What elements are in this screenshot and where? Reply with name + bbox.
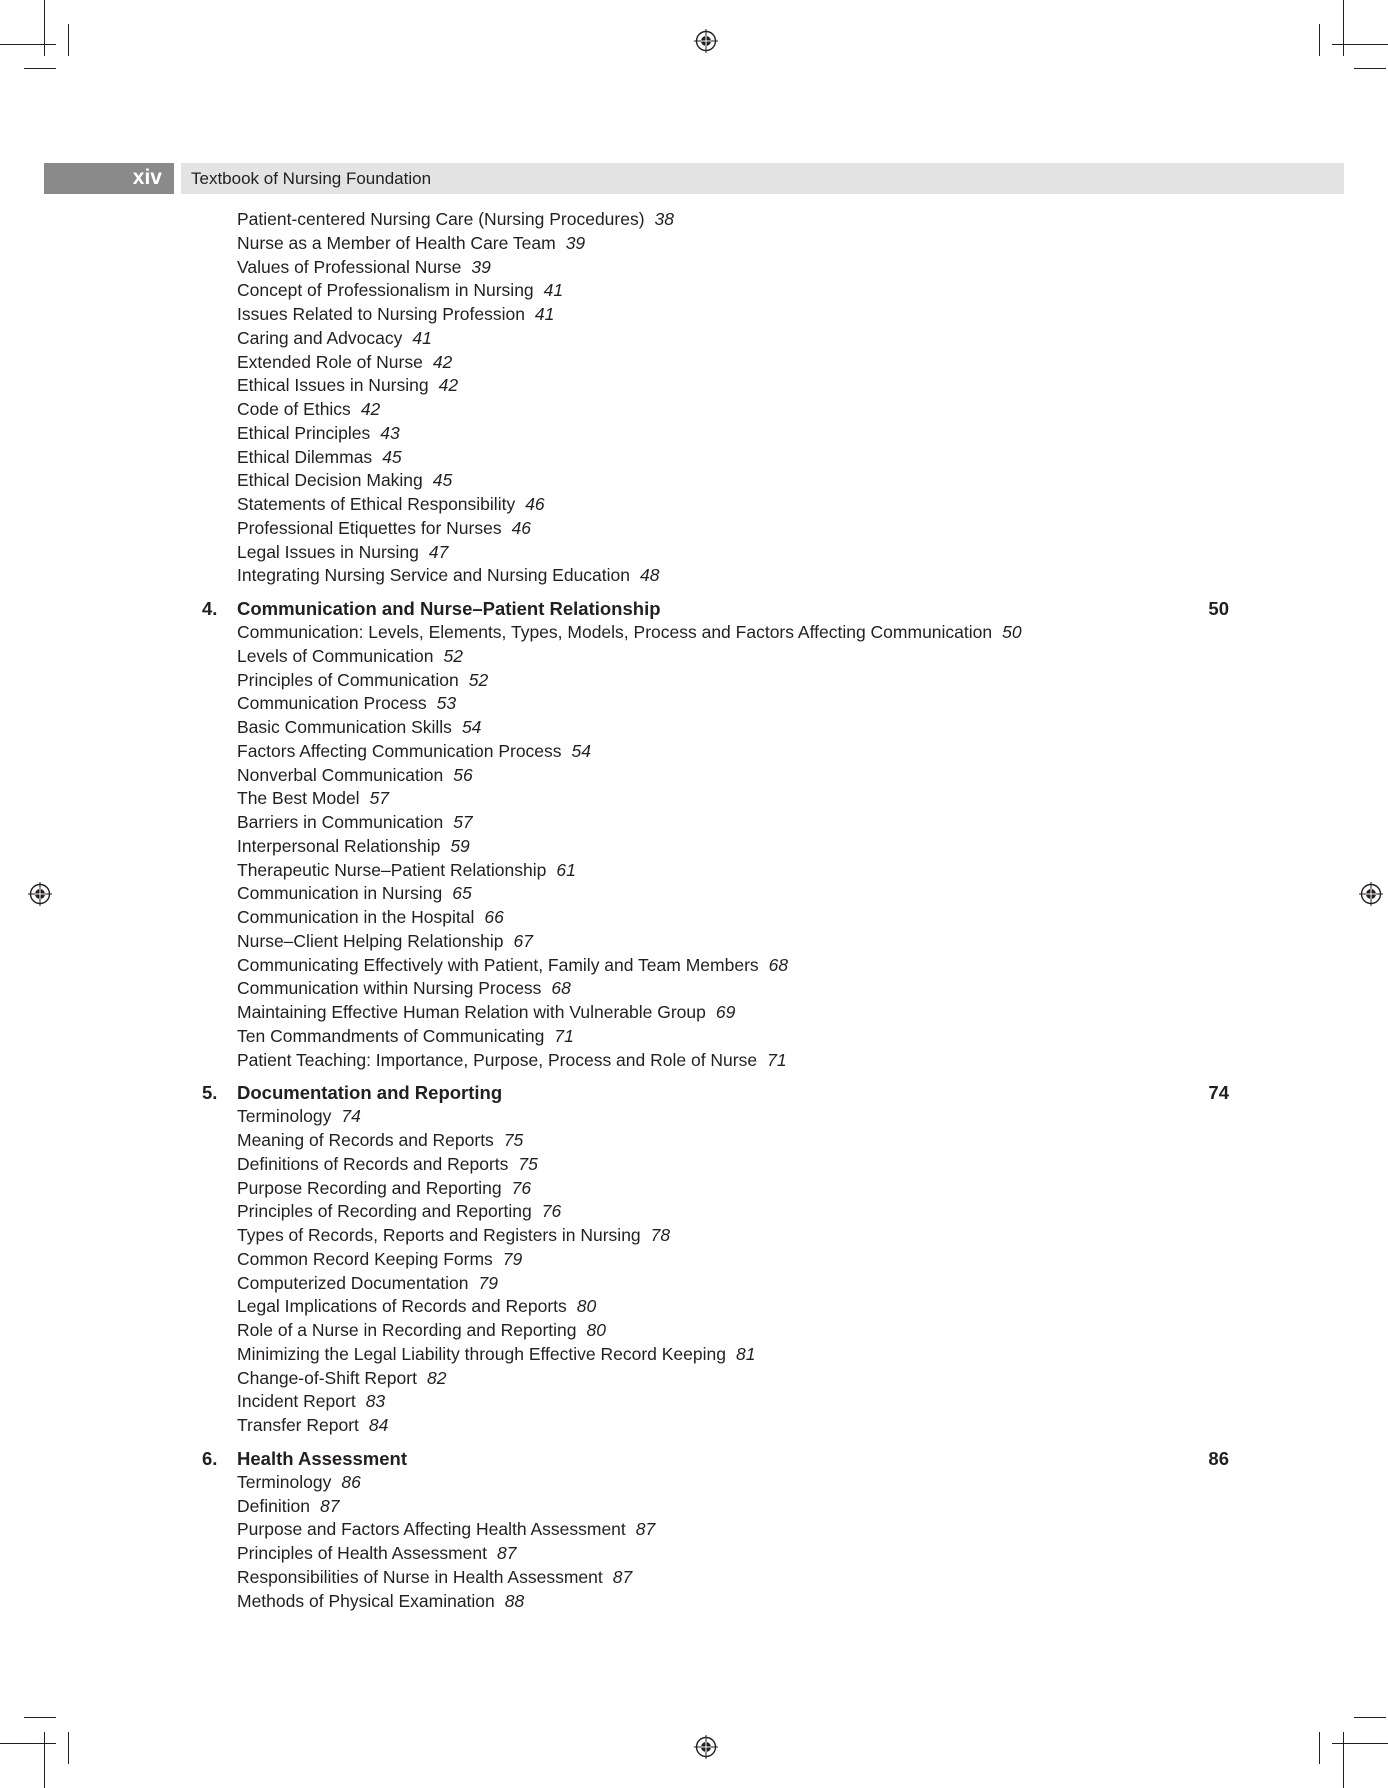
- toc-entry: [0, 279, 1388, 303]
- toc-entry-title: Ethical Issues in Nursing: [237, 375, 429, 396]
- toc-entry: [0, 1224, 1388, 1248]
- toc-entry-page: 87: [319, 1495, 340, 1516]
- toc-entry-title: Nurse–Client Helping Relationship: [237, 930, 504, 951]
- crop-mark-top-left-h: [0, 44, 56, 45]
- chapter-heading: [0, 596, 1388, 621]
- toc-entry-page: 75: [518, 1153, 538, 1174]
- toc-entry: [0, 303, 1388, 327]
- toc-entry: [0, 1590, 1388, 1614]
- toc-entry-page: 56: [453, 764, 473, 785]
- toc-entry: [0, 1200, 1388, 1224]
- crop-mark-bottom-left-h2: [24, 1717, 56, 1718]
- chapter-heading: [0, 1080, 1388, 1105]
- toc-entry: [0, 517, 1388, 541]
- crop-mark-top-left-h2: [24, 68, 56, 69]
- toc-entry-page: 86: [341, 1471, 361, 1492]
- toc-entry-title: Terminology: [237, 1106, 332, 1127]
- toc-entry-page: 47: [428, 541, 449, 562]
- toc-entry: [0, 1518, 1388, 1542]
- toc-entry-page: 87: [496, 1543, 517, 1563]
- toc-entry-page: 68: [768, 954, 789, 975]
- toc-entry: [0, 374, 1388, 398]
- toc-entry-title: Communication in the Hospital: [237, 907, 475, 927]
- toc-entry-page: 59: [450, 835, 470, 856]
- toc-entry-page: 68: [551, 978, 571, 999]
- toc-entry-page: 80: [586, 1320, 606, 1340]
- toc-entry: [0, 1495, 1388, 1519]
- running-title: Textbook of Nursing Foundation: [191, 169, 432, 188]
- toc-entry: [0, 1001, 1388, 1025]
- crop-mark-bottom-right-v2: [1319, 1732, 1320, 1764]
- toc-entry: [0, 1129, 1388, 1153]
- chapter-title: Health Assessment: [237, 1447, 407, 1469]
- toc-entry: [0, 208, 1388, 232]
- toc-entry-page: 54: [571, 740, 592, 761]
- toc-entry-title: The Best Model: [237, 788, 360, 809]
- chapter-number: 6.: [202, 1447, 218, 1469]
- crop-mark-bottom-right-h: [1332, 1743, 1388, 1744]
- page-folio: xiv: [132, 166, 162, 189]
- toc-entry-page: 39: [471, 256, 491, 277]
- toc-entry: [0, 1153, 1388, 1177]
- toc-entry-page: 76: [511, 1177, 532, 1198]
- toc-entry-title: Communication: Levels, Elements, Types, Models, Process and Factors Affecting Communication: [237, 622, 993, 642]
- toc-entry-title: Incident Report: [237, 1391, 356, 1412]
- toc-entry: [0, 882, 1388, 906]
- chapter-page: 86: [1208, 1447, 1229, 1469]
- toc-entry-title: Professional Etiquettes for Nurses: [237, 517, 502, 538]
- toc-entry-page: 71: [554, 1025, 574, 1046]
- chapter-title: Documentation and Reporting: [237, 1082, 503, 1104]
- toc-entry: [0, 1367, 1388, 1391]
- toc-entry: [0, 1471, 1388, 1495]
- toc-entry-page: 82: [426, 1367, 447, 1388]
- crop-mark-top-right-v: [1343, 0, 1344, 56]
- toc-entry-title: Principles of Recording and Reporting: [237, 1201, 532, 1222]
- toc-entry: [0, 1105, 1388, 1129]
- registration-mark-top-icon: [694, 29, 718, 53]
- chapter-page: 74: [1208, 1082, 1229, 1104]
- toc-entry-title: Communication within Nursing Process: [237, 978, 542, 999]
- toc-entry-title: Factors Affecting Communication Process: [237, 740, 562, 761]
- toc-entry: [0, 811, 1388, 835]
- toc-entry-title: Caring and Advocacy: [237, 327, 403, 348]
- toc-entry-page: 45: [432, 470, 453, 491]
- toc-entry-page: 81: [735, 1343, 756, 1364]
- toc-entry-page: 39: [565, 232, 586, 253]
- toc-entry-page: 43: [380, 422, 400, 443]
- toc-entry: [0, 422, 1388, 446]
- chapter-title: Communication and Nurse–Patient Relationship: [237, 598, 661, 619]
- toc-entry-page: 87: [635, 1519, 656, 1540]
- toc-entry: [0, 1025, 1388, 1049]
- toc-entry: [0, 1272, 1388, 1296]
- crop-mark-bottom-left-v2: [68, 1732, 69, 1764]
- toc-entry-page: 52: [468, 669, 489, 690]
- toc-entry-title: Values of Professional Nurse: [237, 256, 462, 277]
- toc-entry: [0, 621, 1388, 645]
- toc-entry-page: 69: [715, 1002, 736, 1022]
- toc-entry-title: Communication in Nursing: [237, 883, 443, 904]
- toc-entry-title: Ten Commandments of Communicating: [237, 1025, 545, 1046]
- toc-entry: [0, 954, 1388, 978]
- toc-entry-page: 79: [478, 1272, 498, 1293]
- toc-entry-page: 71: [767, 1049, 787, 1070]
- toc-entry: [0, 740, 1388, 764]
- toc-entry-page: 57: [369, 788, 390, 809]
- toc-entry: [0, 541, 1388, 565]
- toc-entry: [0, 930, 1388, 954]
- toc-entry-title: Purpose Recording and Reporting: [237, 1177, 502, 1198]
- toc-entry: [0, 351, 1388, 375]
- folio-box: [44, 163, 174, 194]
- crop-mark-bottom-left-h: [0, 1743, 56, 1744]
- toc-entry: [0, 1343, 1388, 1367]
- table-of-contents: [0, 208, 1388, 1613]
- toc-entry-page: 52: [443, 645, 463, 666]
- crop-mark-top-right-h2: [1354, 68, 1386, 69]
- toc-entry-page: 78: [650, 1225, 671, 1245]
- toc-entry-page: 53: [436, 693, 457, 714]
- toc-entry-page: 74: [341, 1106, 361, 1127]
- toc-entry-title: Basic Communication Skills: [237, 717, 452, 737]
- toc-entry: [0, 1319, 1388, 1343]
- chapter-number: 5.: [202, 1082, 218, 1104]
- toc-entry-page: 83: [365, 1391, 386, 1412]
- toc-entry: [0, 692, 1388, 716]
- toc-entry: [0, 1542, 1388, 1566]
- toc-entry: [0, 469, 1388, 493]
- toc-entry-title: Meaning of Records and Reports: [237, 1130, 494, 1150]
- chapter-page: 50: [1208, 598, 1229, 619]
- toc-entry-page: 41: [412, 327, 432, 348]
- toc-entry: [0, 645, 1388, 669]
- toc-entry-title: Extended Role of Nurse: [237, 351, 423, 372]
- toc-entry-page: 42: [438, 375, 459, 396]
- toc-entry-title: Computerized Documentation: [237, 1272, 469, 1293]
- toc-entry: [0, 1248, 1388, 1272]
- toc-entry: [0, 256, 1388, 280]
- toc-entry-page: 41: [534, 304, 555, 324]
- toc-entry-page: 88: [504, 1590, 525, 1611]
- toc-entry-title: Issues Related to Nursing Profession: [237, 304, 525, 324]
- toc-entry-title: Integrating Nursing Service and Nursing Education: [237, 565, 630, 586]
- toc-entry: [0, 1295, 1388, 1319]
- toc-entry: [0, 859, 1388, 883]
- toc-entry-title: Communication Process: [237, 693, 427, 714]
- toc-entry-title: Patient Teaching: Importance, Purpose, Process and Role of Nurse: [237, 1049, 758, 1070]
- registration-mark-bottom-icon: [694, 1735, 718, 1759]
- toc-entry-page: 54: [461, 717, 482, 737]
- toc-entry-title: Minimizing the Legal Liability through Effective Record Keeping: [237, 1343, 726, 1364]
- toc-entry: [0, 493, 1388, 517]
- toc-entry-title: Concept of Professionalism in Nursing: [237, 280, 534, 301]
- toc-entry-title: Types of Records, Reports and Registers in Nursing: [237, 1225, 641, 1245]
- toc-entry: [0, 232, 1388, 256]
- toc-entry-title: Definitions of Records and Reports: [237, 1153, 509, 1174]
- toc-entry-title: Legal Issues in Nursing: [237, 541, 419, 562]
- toc-entry-title: Role of a Nurse in Recording and Reporting: [237, 1320, 577, 1340]
- running-header: [44, 163, 1344, 194]
- toc-entry-page: 80: [576, 1296, 597, 1317]
- toc-entry-page: 84: [368, 1415, 389, 1435]
- toc-entry: [0, 977, 1388, 1001]
- crop-mark-bottom-right-h2: [1354, 1717, 1386, 1718]
- toc-entry-title: Methods of Physical Examination: [237, 1590, 495, 1611]
- toc-entry-title: Ethical Dilemmas: [237, 446, 373, 467]
- toc-entry-page: 65: [452, 883, 472, 904]
- running-title-box: [181, 163, 1344, 194]
- toc-entry: [0, 1566, 1388, 1590]
- toc-entry: [0, 906, 1388, 930]
- toc-entry: [0, 1049, 1388, 1073]
- toc-entry-title: Purpose and Factors Affecting Health Assessment: [237, 1519, 626, 1540]
- toc-entry-page: 67: [513, 930, 534, 951]
- toc-entry-page: 61: [556, 859, 576, 880]
- toc-entry-page: 50: [1002, 622, 1022, 642]
- crop-mark-top-left-v: [44, 0, 45, 56]
- toc-entry: [0, 716, 1388, 740]
- toc-entry-title: Interpersonal Relationship: [237, 835, 441, 856]
- toc-entry: [0, 764, 1388, 788]
- toc-entry-title: Legal Implications of Records and Reports: [237, 1296, 567, 1317]
- toc-entry-title: Code of Ethics: [237, 399, 351, 419]
- toc-entry: [0, 787, 1388, 811]
- toc-entry-page: 41: [543, 280, 564, 301]
- toc-entry-title: Responsibilities of Nurse in Health Assessment: [237, 1566, 603, 1587]
- toc-entry-title: Transfer Report: [237, 1415, 359, 1435]
- toc-entry-page: 45: [382, 446, 402, 467]
- toc-entry-title: Therapeutic Nurse–Patient Relationship: [237, 859, 547, 880]
- toc-entry-page: 87: [612, 1566, 633, 1587]
- toc-entry-page: 48: [640, 565, 660, 586]
- toc-entry: [0, 669, 1388, 693]
- toc-entry-title: Ethical Principles: [237, 422, 371, 443]
- toc-entry-title: Change-of-Shift Report: [237, 1367, 417, 1388]
- toc-entry-title: Patient-centered Nursing Care (Nursing Procedures): [237, 209, 645, 229]
- toc-entry-title: Barriers in Communication: [237, 812, 444, 832]
- toc-entry-title: Ethical Decision Making: [237, 470, 423, 491]
- toc-entry: [0, 564, 1388, 588]
- toc-entry-page: 46: [525, 494, 545, 514]
- toc-entry-title: Terminology: [237, 1471, 332, 1492]
- crop-mark-bottom-right-v: [1343, 1732, 1344, 1788]
- toc-entry-page: 42: [360, 399, 381, 419]
- crop-mark-bottom-left-v: [44, 1732, 45, 1788]
- toc-entry: [0, 835, 1388, 859]
- toc-entry: [0, 1177, 1388, 1201]
- chapter-heading: [0, 1446, 1388, 1471]
- toc-entry-title: Common Record Keeping Forms: [237, 1248, 493, 1269]
- toc-entry-title: Maintaining Effective Human Relation with Vulnerable Group: [237, 1002, 706, 1022]
- toc-entry-page: 46: [511, 517, 532, 538]
- toc-entry-title: Communicating Effectively with Patient, Family and Team Members: [237, 954, 759, 975]
- toc-entry-title: Principles of Health Assessment: [237, 1543, 487, 1563]
- toc-entry-title: Levels of Communication: [237, 645, 434, 666]
- toc-entry: [0, 1390, 1388, 1414]
- toc-entry-title: Statements of Ethical Responsibility: [237, 494, 516, 514]
- toc-entry-title: Definition: [237, 1495, 310, 1516]
- crop-mark-top-left-v2: [68, 24, 69, 56]
- toc-entry: [0, 327, 1388, 351]
- toc-entry: [0, 1414, 1388, 1438]
- toc-entry-page: 57: [453, 812, 473, 832]
- chapter-number: 4.: [202, 598, 218, 619]
- crop-mark-top-right-v2: [1319, 24, 1320, 56]
- toc-entry-page: 66: [484, 907, 504, 927]
- toc-entry-page: 38: [654, 209, 675, 229]
- toc-entry: [0, 398, 1388, 422]
- toc-entry-title: Nurse as a Member of Health Care Team: [237, 232, 556, 253]
- crop-mark-top-right-h: [1332, 44, 1388, 45]
- toc-entry-page: 75: [503, 1130, 524, 1150]
- toc-entry-page: 42: [432, 351, 453, 372]
- toc-entry-title: Nonverbal Communication: [237, 764, 444, 785]
- toc-entry-title: Principles of Communication: [237, 669, 459, 690]
- toc-entry: [0, 446, 1388, 470]
- toc-entry-page: 79: [502, 1248, 523, 1269]
- toc-entry-page: 76: [541, 1201, 562, 1222]
